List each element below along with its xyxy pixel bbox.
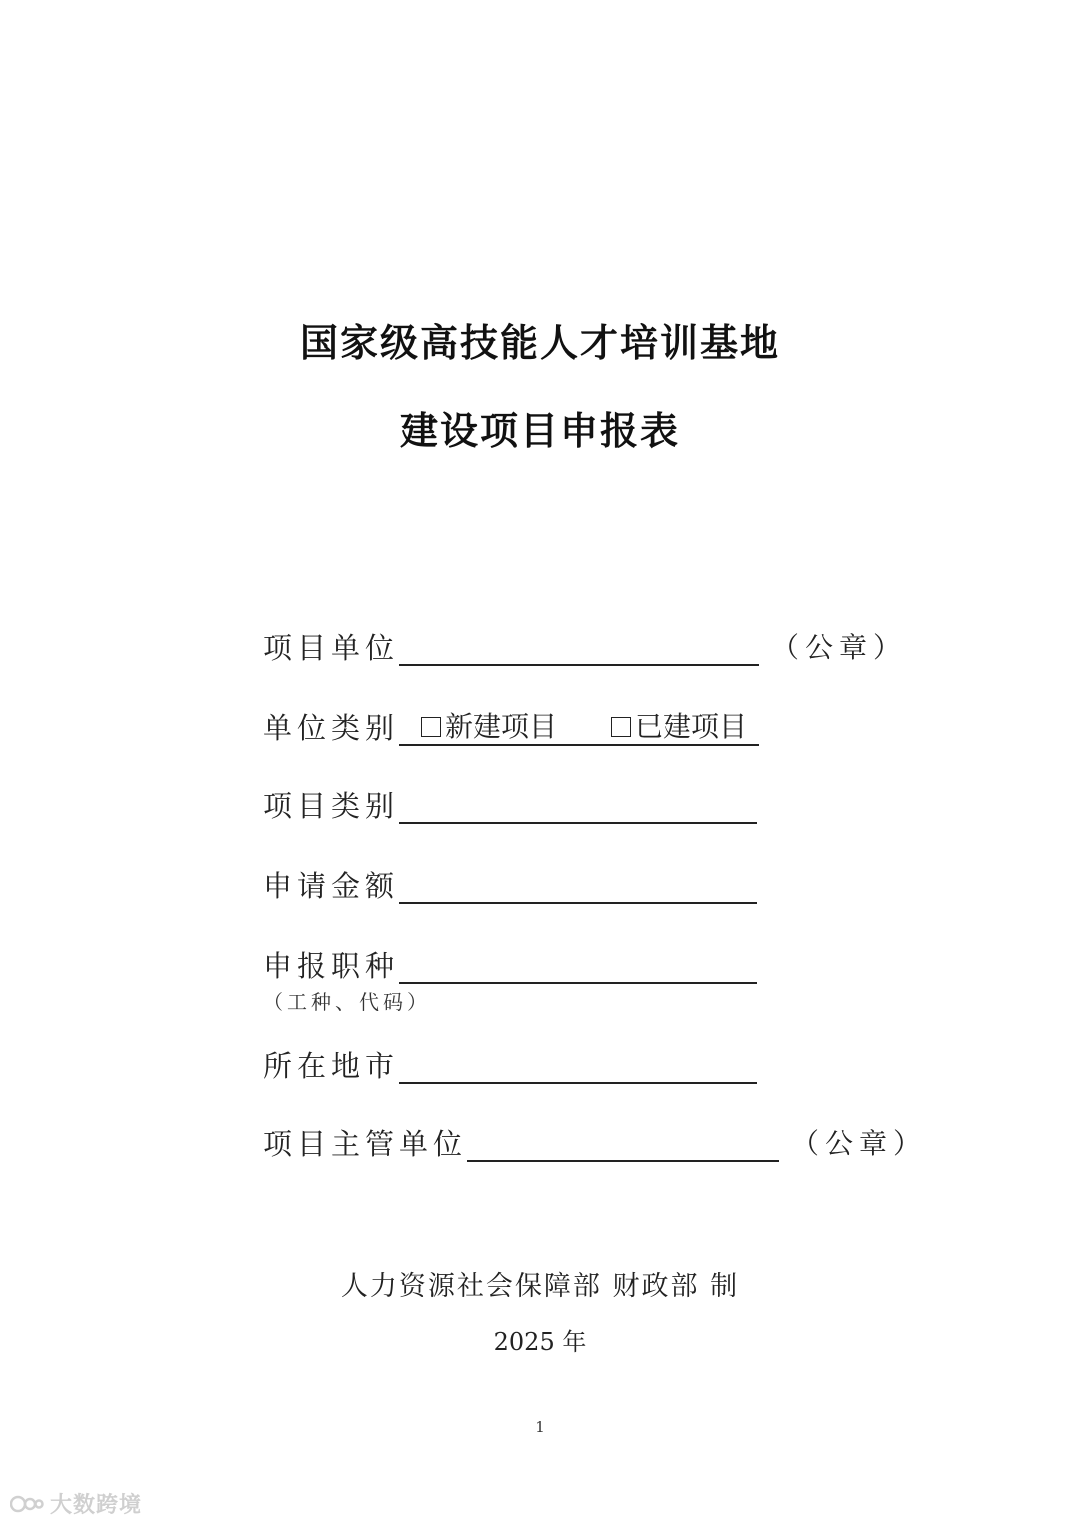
project-category-field [263, 780, 757, 824]
project-category-input-line[interactable] [399, 788, 757, 824]
city-field [263, 1040, 757, 1084]
amount-field [263, 860, 757, 904]
watermark [10, 1488, 142, 1519]
page-number: 1 [535, 1418, 545, 1436]
supervisor-field [263, 1118, 927, 1162]
city-input-line[interactable] [399, 1048, 757, 1084]
unit-category-field [263, 702, 759, 746]
issuer-line: 人力资源社会保障部 财政部 制 [340, 1271, 740, 1302]
supervisor-input-line[interactable] [467, 1126, 779, 1162]
occupation-field [263, 940, 757, 984]
option-existing-project[interactable] [557, 710, 747, 744]
option-new-project-label: 新建项目 [445, 710, 558, 743]
unit-category-label: 单位类别 [263, 711, 400, 745]
supervisor-label: 项目主管单位 [263, 1127, 468, 1161]
project-unit-seal-note: （公章） [771, 631, 908, 664]
watermark-text: 大数跨境 [50, 1493, 143, 1518]
occupation-input-line[interactable] [399, 948, 757, 984]
project-unit-input-line[interactable] [399, 630, 759, 666]
amount-input-line[interactable] [399, 868, 757, 904]
watermark-logo-icon [10, 1494, 44, 1514]
document-title-line-1: 国家级高技能人才培训基地 [299, 321, 780, 365]
supervisor-seal-note: （公章） [791, 1127, 928, 1160]
unit-category-options [399, 708, 759, 746]
project-unit-label: 项目单位 [263, 631, 400, 665]
occupation-note: （工种、代码） [263, 990, 431, 1014]
option-existing-project-label: 已建项目 [635, 710, 748, 743]
document-title-line-2: 建设项目申报表 [399, 409, 680, 453]
occupation-label: 申报职种 [263, 949, 400, 983]
option-new-project[interactable] [399, 710, 557, 744]
city-label: 所在地市 [263, 1049, 400, 1083]
project-category-label: 项目类别 [263, 789, 400, 823]
amount-label: 申请金额 [263, 869, 400, 903]
checkbox-new-project[interactable] [421, 717, 441, 737]
checkbox-existing-project[interactable] [611, 717, 631, 737]
issue-year: 2025 年 [493, 1328, 587, 1356]
project-unit-field [263, 622, 907, 666]
